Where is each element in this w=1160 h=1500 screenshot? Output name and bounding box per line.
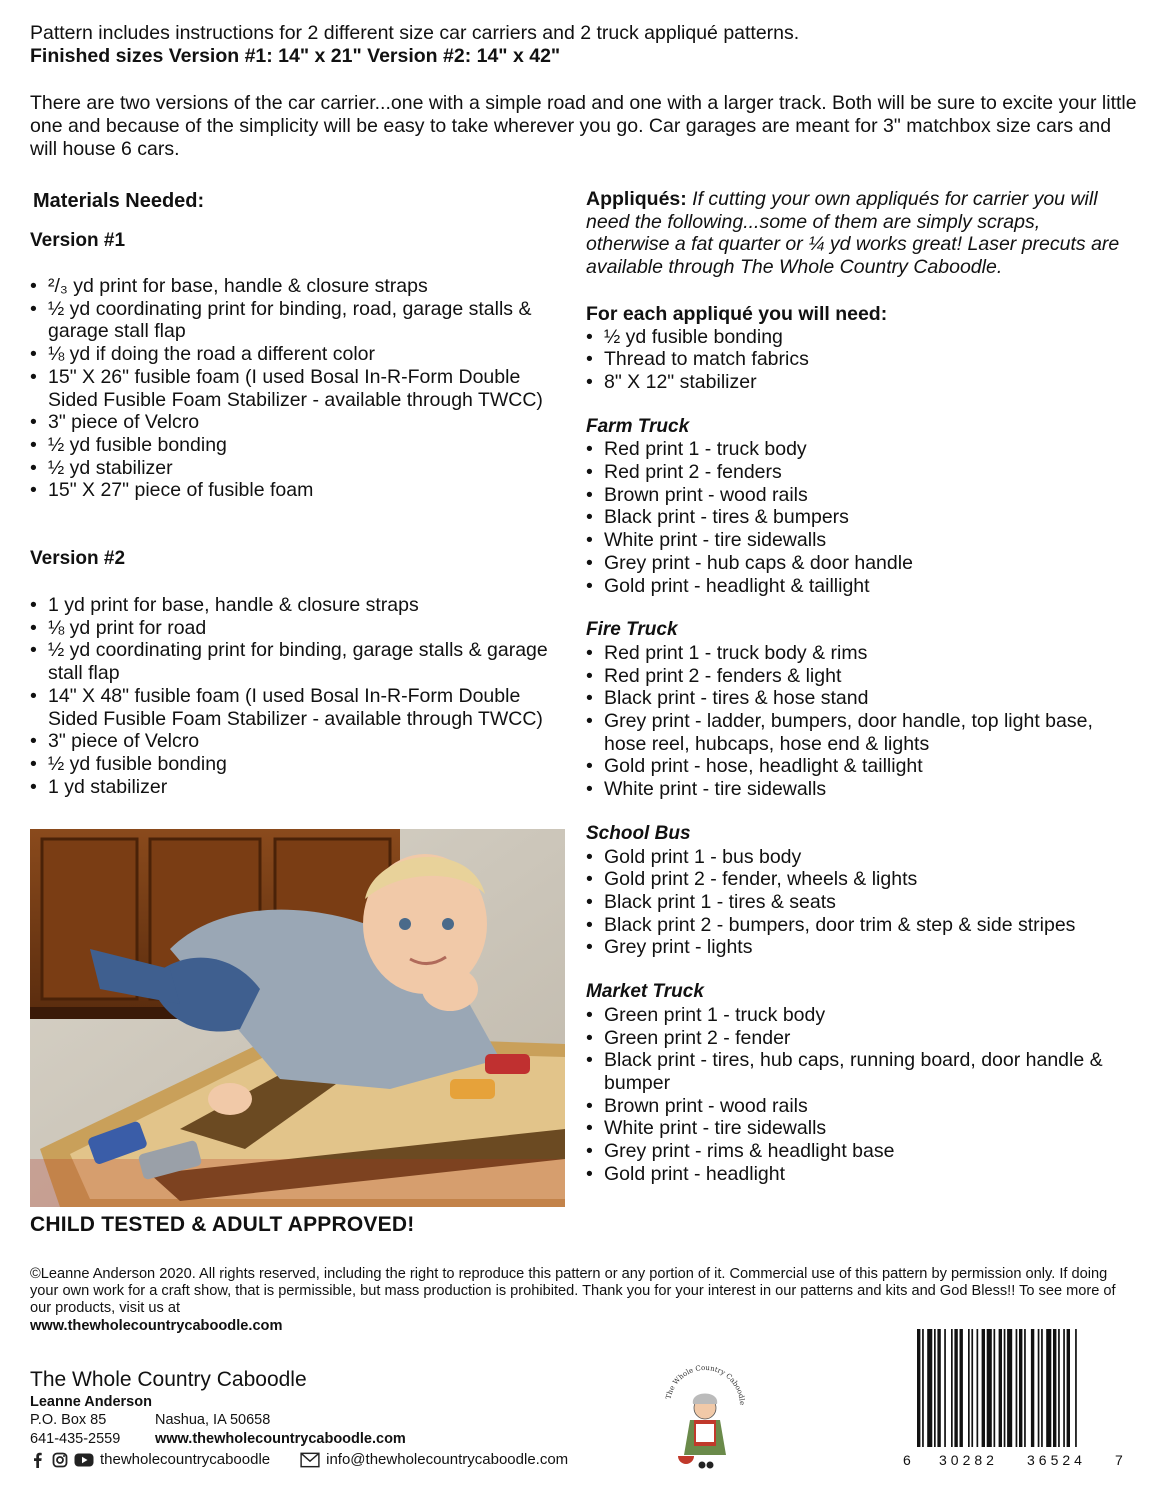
- barcode-bar: [1053, 1329, 1056, 1447]
- caboodle-logo-illustration: [660, 1360, 750, 1478]
- barcode-bar: [1041, 1329, 1043, 1447]
- market-truck-title: Market Truck: [586, 981, 704, 1003]
- barcode-bar: [1031, 1329, 1034, 1447]
- fire-truck-list: [586, 642, 1126, 801]
- list-item: • ½ yd fusible bonding: [586, 326, 1126, 349]
- barcode-bar: [968, 1329, 970, 1447]
- list-item: • Gold print 1 - bus body: [586, 846, 1126, 869]
- email[interactable]: info@thewholecountrycaboodle.com: [326, 1451, 569, 1468]
- version1-title: Version #1: [30, 230, 126, 251]
- social-handle[interactable]: thewholecountrycaboodle: [100, 1451, 271, 1468]
- version2-title: Version #2: [30, 548, 126, 569]
- list-item: • 3" piece of Velcro: [30, 411, 570, 434]
- school-bus-title: School Bus: [586, 822, 691, 844]
- svg-text:The Whole Country Caboodle: The Whole Country Caboodle: [664, 1363, 747, 1406]
- youtube-icon[interactable]: [74, 1452, 94, 1468]
- barcode-bar: [922, 1329, 924, 1447]
- barcode-bar: [1019, 1329, 1022, 1447]
- intro-line: Pattern includes instructions for 2 different size car carriers and 2 truck appliqué patterns.: [30, 22, 800, 44]
- each-applique-title: For each appliqué you will need:: [586, 302, 888, 325]
- farm-truck-title: Farm Truck: [586, 415, 690, 437]
- barcode-bar: [1063, 1329, 1065, 1447]
- list-item: • White print - tire sidewalls: [586, 529, 1126, 552]
- barcode-bar: [917, 1329, 920, 1447]
- list-item: • 8" X 12" stabilizer: [586, 371, 1126, 394]
- barcode-bar: [937, 1329, 940, 1447]
- list-item: • Thread to match fabrics: [586, 348, 1126, 371]
- list-item: • ⅛ yd print for road: [30, 617, 570, 640]
- list-item: • Red print 2 - fenders & light: [586, 665, 1126, 688]
- barcode-bar: [1007, 1329, 1012, 1447]
- list-item: • 3" piece of Velcro: [30, 730, 570, 753]
- list-item: • Brown print - wood rails: [586, 1095, 1126, 1118]
- barcode-bar: [934, 1329, 936, 1447]
- tagline: CHILD TESTED & ADULT APPROVED!: [30, 1213, 415, 1236]
- po-box: P.O. Box 85: [30, 1412, 107, 1429]
- list-item: • ⅛ yd if doing the road a different color: [30, 343, 570, 366]
- barcode-bar: [960, 1329, 963, 1447]
- barcode-digits-group2: 36524: [1027, 1452, 1086, 1468]
- list-item: • Black print 2 - bumpers, door trim & step & side stripes: [586, 914, 1126, 937]
- list-item: • ½ yd fusible bonding: [30, 753, 570, 776]
- list-item: • 14" X 48" fusible foam (I used Bosal In-R-Form Double Sided Fusible Foam Stabilizer - available through TWCC): [30, 685, 570, 730]
- each-applique-list: [586, 326, 1126, 394]
- legal-notice: [30, 1266, 1120, 1335]
- social-row: [30, 1451, 568, 1468]
- footer-website[interactable]: www.thewholecountrycaboodle.com: [155, 1430, 406, 1447]
- list-item: • Black print - tires, hub caps, running board, door handle & bumper: [586, 1049, 1126, 1094]
- phone-web-line: [30, 1430, 406, 1448]
- barcode-bar: [1038, 1329, 1040, 1447]
- list-item: • White print - tire sidewalls: [586, 1117, 1126, 1140]
- child-with-car-mat-illustration: [30, 829, 565, 1207]
- list-item: • 15" X 27" piece of fusible foam: [30, 479, 570, 502]
- list-item: • 1 yd print for base, handle & closure straps: [30, 594, 570, 617]
- barcode: [903, 1329, 1125, 1468]
- list-item: • Red print 2 - fenders: [586, 461, 1126, 484]
- list-item: • Gold print - headlight: [586, 1163, 1126, 1186]
- company-logo: [660, 1360, 750, 1478]
- materials-heading: Materials Needed:: [33, 190, 205, 212]
- legal-text: ©Leanne Anderson 2020. All rights reserved, including the right to reproduce this pattern or any portion of it. Commercial use of this pattern by permission only. If doing your own work for a craft show, that is permissible, but mass production is prohibited. Thank you for your interest in our patterns and kits and God Bless!! To see more of our products, visit us at: [30, 1266, 1116, 1317]
- description-paragraph: There are two versions of the car carrier...one with a simple road and one with a larger track. Both will be sure to excite your little one and because of the simplicity will be easy to take wherever you go. Car garages are meant for 3" matchbox size cars and will house 6 cars.: [30, 92, 1137, 160]
- barcode-bar: [944, 1329, 946, 1447]
- list-item: • 1 yd stabilizer: [30, 776, 570, 799]
- list-item: • Black print 1 - tires & seats: [586, 891, 1126, 914]
- list-item: • ²/₃ yd print for base, handle & closure straps: [30, 275, 570, 298]
- list-item: • Red print 1 - truck body & rims: [586, 642, 1126, 665]
- barcode-bar: [1058, 1329, 1060, 1447]
- barcode-bars: [915, 1329, 1125, 1447]
- appliques-column: [586, 188, 1126, 1185]
- barcode-bar: [982, 1329, 985, 1447]
- barcode-digit-left: 6: [903, 1452, 911, 1468]
- barcode-bar: [987, 1329, 992, 1447]
- barcode-digits: [903, 1452, 1125, 1470]
- list-item: • Black print - tires & hose stand: [586, 687, 1126, 710]
- farm-truck-list: [586, 438, 1126, 597]
- website-link[interactable]: www.thewholecountrycaboodle.com: [30, 1317, 283, 1334]
- list-item: • Grey print - hub caps & door handle: [586, 552, 1126, 575]
- phone: 641-435-2559: [30, 1430, 121, 1447]
- barcode-bar: [927, 1329, 932, 1447]
- mail-icon: [300, 1452, 320, 1468]
- facebook-icon[interactable]: [30, 1452, 46, 1468]
- list-item: • Gold print 2 - fender, wheels & lights: [586, 868, 1126, 891]
- owner-name: Leanne Anderson: [30, 1394, 152, 1410]
- intro-block: [30, 22, 1130, 68]
- list-item: • ½ yd coordinating print for binding, garage stalls & garage stall flap: [30, 639, 570, 684]
- version1-list: [30, 275, 570, 502]
- list-item: • Grey print - rims & headlight base: [586, 1140, 1126, 1163]
- list-item: • Black print - tires & bumpers: [586, 506, 1126, 529]
- barcode-digits-group1: 30282: [939, 1452, 998, 1468]
- city: Nashua, IA 50658: [155, 1412, 271, 1429]
- finished-sizes: Finished sizes Version #1: 14" x 21" Version #2: 14" x 42": [30, 45, 561, 67]
- footer-contact: [30, 1367, 406, 1448]
- list-item: • White print - tire sidewalls: [586, 778, 1126, 801]
- company-name: The Whole Country Caboodle: [30, 1368, 307, 1391]
- barcode-bar: [954, 1329, 957, 1447]
- barcode-bar: [999, 1329, 1002, 1447]
- barcode-bar: [1004, 1329, 1006, 1447]
- instagram-icon[interactable]: [52, 1452, 68, 1468]
- list-item: • Green print 2 - fender: [586, 1027, 1126, 1050]
- appliques-lead: Appliqués:: [586, 188, 687, 210]
- barcode-bar: [1067, 1329, 1070, 1447]
- barcode-digit-right: 7: [1115, 1452, 1123, 1468]
- list-item: • Grey print - ladder, bumpers, door handle, top light base, hose reel, hubcaps, hose end & lights: [586, 710, 1126, 755]
- list-item: • 15" X 26" fusible foam (I used Bosal In-R-Form Double Sided Fusible Foam Stabilizer - available through TWCC): [30, 366, 570, 411]
- list-item: • ½ yd fusible bonding: [30, 434, 570, 457]
- barcode-bar: [951, 1329, 953, 1447]
- school-bus-list: [586, 846, 1126, 960]
- barcode-bar: [977, 1329, 979, 1447]
- child-photo: [30, 829, 565, 1207]
- appliques-text: If cutting your own appliqués for carrier you will need the following...some of them are simply scraps, otherwise a fat quarter or ¼ yd works great! Laser precuts are available through The Whole Country Caboodle.: [586, 188, 1120, 279]
- appliques-intro: [586, 188, 1126, 279]
- list-item: • Green print 1 - truck body: [586, 1004, 1126, 1027]
- barcode-bar: [1075, 1329, 1077, 1447]
- list-item: • Gold print - hose, headlight & taillight: [586, 755, 1126, 778]
- address-line: [30, 1411, 406, 1429]
- list-item: • Gold print - headlight & taillight: [586, 575, 1126, 598]
- list-item: • Red print 1 - truck body: [586, 438, 1126, 461]
- fire-truck-title: Fire Truck: [586, 619, 678, 641]
- market-truck-list: [586, 1004, 1126, 1186]
- barcode-bar: [971, 1329, 973, 1447]
- list-item: • Grey print - lights: [586, 936, 1126, 959]
- version2-list: [30, 594, 570, 798]
- barcode-bar: [994, 1329, 996, 1447]
- list-item: • ½ yd stabilizer: [30, 457, 570, 480]
- list-item: • Brown print - wood rails: [586, 484, 1126, 507]
- barcode-bar: [1024, 1329, 1026, 1447]
- barcode-bar: [1016, 1329, 1018, 1447]
- barcode-bar: [1046, 1329, 1051, 1447]
- list-item: • ½ yd coordinating print for binding, road, garage stalls & garage stall flap: [30, 298, 570, 343]
